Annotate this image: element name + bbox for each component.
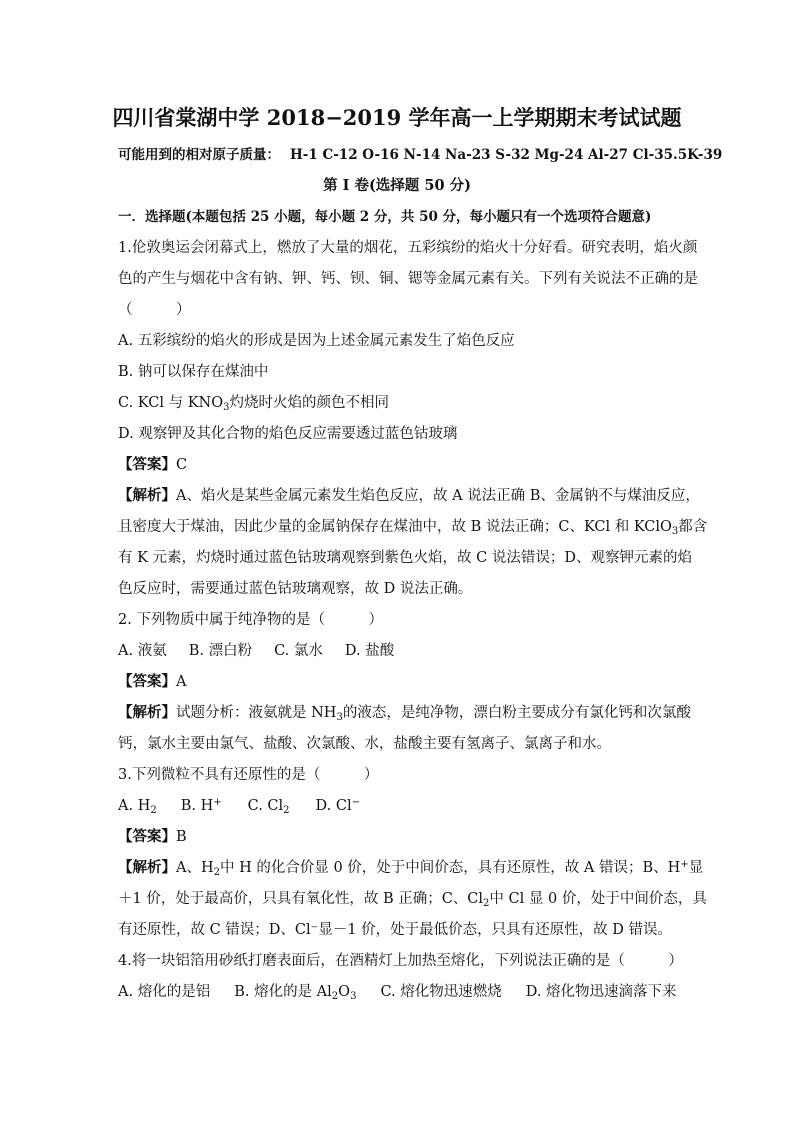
q1-option-c-text: C. KCl 与 KNO [118, 395, 224, 411]
subscript: 3 [336, 712, 343, 723]
explanation-text: 试题分析：液氨就是 NH [176, 705, 337, 721]
answer-label: 【答案】 [118, 456, 176, 473]
explanation-label: 【解析】 [118, 859, 176, 876]
part-heading: 一．选择题(本题包括 25 小题，每小题 2 分，共 50 分，每小题只有一个选项符合题意) [118, 209, 652, 225]
page-title: 四川省棠湖中学 2018−2019 学年高一上学期期末考试试题 [112, 105, 682, 130]
q2-option-c: C. 氯水 [274, 643, 323, 659]
q1-answer [118, 455, 187, 475]
superscript: + [213, 797, 222, 808]
q3-explanation-line-2 [118, 889, 707, 909]
q1-option-b: B. 钠可以保存在煤油中 [118, 364, 269, 380]
explanation-text: A、焰火是某些金属元素发生焰色反应，故 A 说法正确 B、金属钠不与煤油反应， [176, 488, 700, 504]
q3-option-b: B. H [180, 798, 214, 814]
q1-option-a: A. 五彩缤纷的焰火的形成是因为上述金属元素发生了焰色反应 [118, 333, 515, 349]
answer-value: B [176, 829, 187, 845]
q4-options [118, 982, 677, 1002]
subscript: 2 [483, 898, 490, 909]
q3-option-a: A. H [118, 798, 151, 814]
section-title: 第 I 卷(选择题 50 分) [323, 177, 471, 194]
q4-stem: 4.将一块铝箔用砂纸打磨表面后，在酒精灯上加热至熔化，下列说法正确的是（ ） [118, 953, 683, 969]
explanation-text: ＋1 价，处于最高价，只具有氧化性，故 B 正确；C、Cl [118, 891, 484, 907]
q1-stem-line-1: 1.伦敦奥运会闭幕式上，燃放了大量的烟花，五彩缤纷的焰火十分好看。研究表明，焰火颜 [118, 240, 698, 256]
atomic-mass-label: 可能用到的相对原子质量： [118, 147, 280, 163]
q2-explanation-line-1 [118, 703, 691, 723]
q2-option-d: D. 盐酸 [344, 643, 395, 659]
explanation-text: 中 H 的化合价显 0 价，处于中间价态，具有还原性，故 A 错误；B、H [220, 860, 681, 876]
q1-answer-blank: （ ） [118, 302, 191, 318]
answer-label: 【答案】 [118, 673, 176, 690]
subscript: 2 [331, 991, 339, 1002]
q1-explanation-line-3: 有 K 元素，灼烧时通过蓝色钴玻璃观察到紫色火焰，故 C 说法错误；D、观察钾元素的焰 [118, 550, 692, 566]
q1-stem-line-2: 色的产生与烟花中含有钠、钾、钙、钡、铜、锶等金属元素有关。下列有关说法不正确的是 [118, 271, 698, 287]
q3-option-d: D. Cl [315, 798, 352, 814]
q1-option-c [118, 393, 389, 413]
q2-option-b: B. 漂白粉 [188, 643, 253, 659]
q3-option-c: C. Cl [247, 798, 284, 814]
q2-answer [118, 672, 186, 692]
q1-explanation-line-2 [118, 517, 707, 537]
answer-value: C [176, 457, 188, 473]
subscript: 3 [671, 526, 679, 537]
q3-stem: 3.下列微粒不具有还原性的是（ ） [118, 767, 379, 783]
atomic-mass-values: H-1 C-12 O-16 N-14 Na-23 S-32 Mg-24 Al-27 Cl-35.5K-39 [290, 147, 723, 163]
q1-option-c-text-end: 灼烧时火焰的颜色不相同 [229, 395, 389, 411]
explanation-text: 都含 [678, 519, 708, 535]
q2-stem: 2. 下列物质中属于纯净物的是（ ） [118, 612, 383, 628]
explanation-text: 且密度大于煤油，因此少量的金属钠保存在煤油中，故 B 说法正确；C、KCl 和 KClO [118, 519, 672, 535]
explanation-text: A、H [176, 860, 214, 876]
q3-answer [118, 827, 187, 847]
subscript: 3 [350, 991, 357, 1002]
superscript: + [680, 859, 689, 870]
q3-explanation-line-1 [118, 858, 703, 878]
explanation-text: 显 [688, 860, 704, 876]
q4-option-c: C. 熔化物迅速燃烧 [380, 984, 502, 1000]
subscript: 2 [213, 867, 220, 878]
q4-option-a: A. 熔化的是铝 [118, 984, 211, 1000]
atomic-mass-line [118, 145, 722, 165]
subscript: 2 [283, 805, 290, 816]
explanation-text: 中 Cl 显 0 价，处于中间价态，具 [489, 891, 707, 907]
answer-label: 【答案】 [118, 828, 176, 845]
explanation-label: 【解析】 [118, 487, 176, 504]
q2-option-a: A. 液氨 [118, 643, 167, 659]
q4-option-d: D. 熔化物迅速滴落下来 [525, 984, 677, 1000]
q2-options [118, 641, 394, 661]
q1-explanation-line-4: 色反应时，需要通过蓝色钴玻璃观察，故 D 说法正确。 [118, 581, 473, 597]
q2-explanation-line-2: 钙，氯水主要由氯气、盐酸、次氯酸、水，盐酸主要有氢离子、氯离子和水。 [118, 736, 611, 752]
q3-explanation-line-3: 有还原性，故 C 错误；D、Cl⁻显－1 价，处于最低价态，只具有还原性，故 D 错误。 [118, 922, 672, 938]
superscript: − [351, 797, 360, 808]
explanation-label: 【解析】 [118, 704, 176, 721]
q3-options [118, 796, 360, 816]
explanation-text: 的液态，是纯净物，漂白粉主要成分有氯化钙和次氯酸 [342, 705, 691, 721]
q4-option-b: B. 熔化的是 Al [234, 984, 332, 1000]
q1-explanation-line-1 [118, 486, 700, 506]
answer-value: A [176, 674, 187, 690]
q1-option-d: D. 观察钾及其化合物的焰色反应需要透过蓝色钴玻璃 [118, 426, 458, 442]
subscript: 2 [150, 805, 157, 816]
q4-option-b-text: O [338, 984, 351, 1000]
subscript: 3 [223, 402, 230, 413]
